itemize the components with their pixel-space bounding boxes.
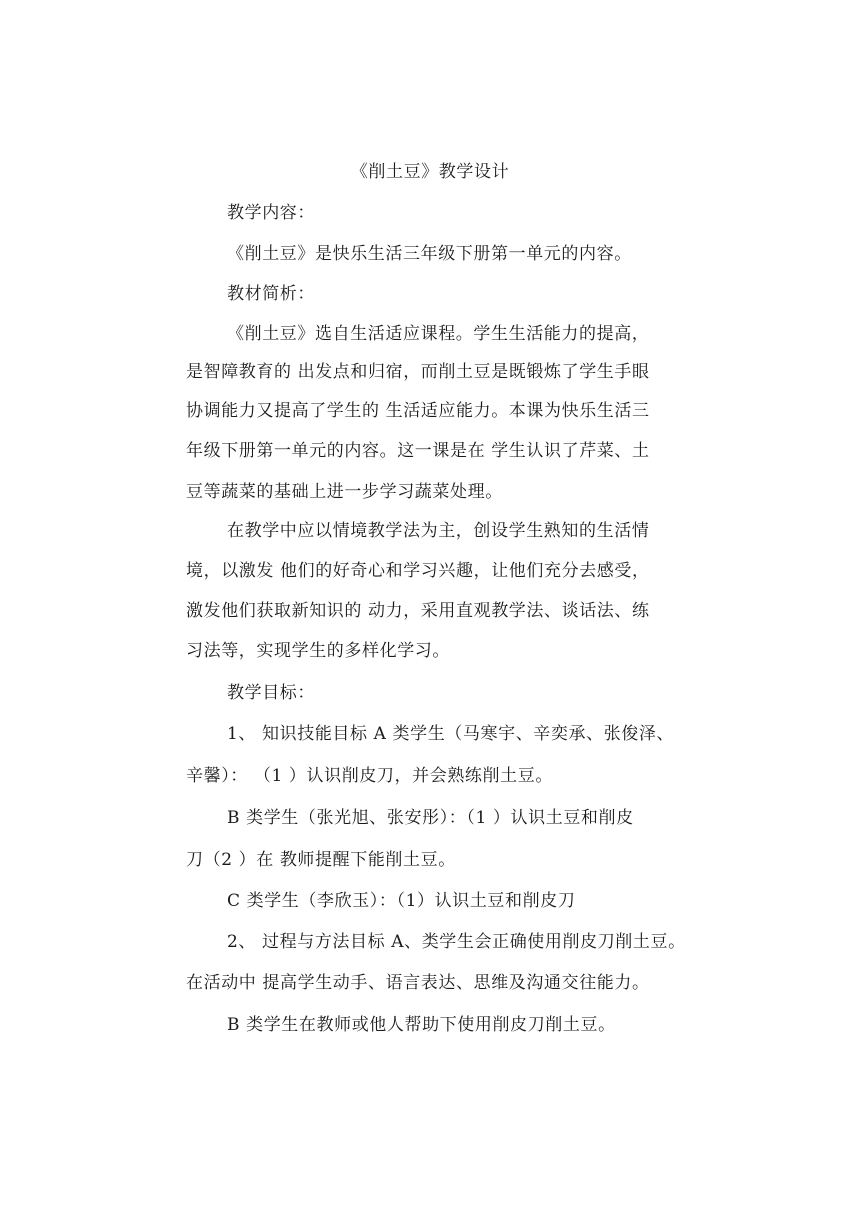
goal-line: B 类学生在教师或他人帮助下使用削皮刀削土豆。 bbox=[227, 1015, 616, 1035]
paragraph-line: 协调能力又提高了学生的 生活适应能力。本课为快乐生活三 bbox=[186, 401, 650, 421]
goal-line: 2、 过程与方法目标 A、类学生会正确使用削皮刀削土豆。 bbox=[227, 932, 686, 952]
goal-line: 在活动中 提高学生动手、语言表达、思维及沟通交往能力。 bbox=[186, 973, 650, 993]
goal-line: 辛馨）： （1 ）认识削皮刀，并会熟练削土豆。 bbox=[186, 766, 553, 786]
paragraph-line: 习法等，实现学生的多样化学习。 bbox=[186, 641, 450, 661]
document-title: 《削土豆》教学设计 bbox=[350, 162, 510, 182]
paragraph-line: 境，以激发 他们的好奇心和学习兴趣，让他们充分去感受， bbox=[186, 561, 650, 581]
heading-textbook-analysis: 教材简析： bbox=[227, 284, 315, 304]
heading-teaching-goals: 教学目标： bbox=[227, 683, 315, 703]
goal-line: B 类学生（张光旭、张安彤）：（1 ）认识土豆和削皮 bbox=[227, 808, 634, 828]
paragraph-line: 激发他们获取新知识的 动力，采用直观教学法、谈话法、练 bbox=[186, 601, 650, 621]
paragraph-line: 年级下册第一单元的内容。这一课是在 学生认识了芹菜、土 bbox=[186, 441, 650, 461]
paragraph-line: 豆等蔬菜的基础上进一步学习蔬菜处理。 bbox=[186, 482, 503, 502]
heading-teaching-content: 教学内容： bbox=[227, 203, 315, 223]
goal-line: 1、 知识技能目标 A 类学生（马寒宇、辛奕承、张俊泽、 bbox=[227, 724, 675, 744]
paragraph-line: 《削土豆》是快乐生活三年级下册第一单元的内容。 bbox=[227, 244, 632, 264]
paragraph-line: 在教学中应以情境教学法为主，创设学生熟知的生活情 bbox=[227, 521, 650, 541]
goal-line: 刀（2 ）在 教师提醒下能削土豆。 bbox=[186, 850, 456, 870]
paragraph-line: 是智障教育的 出发点和归宿，而削土豆是既锻炼了学生手眼 bbox=[186, 362, 650, 382]
goal-line: C 类学生（李欣玉）：（1）认识土豆和削皮刀 bbox=[227, 891, 576, 911]
paragraph-line: 《削土豆》选自生活适应课程。学生生活能力的提高， bbox=[227, 324, 650, 344]
